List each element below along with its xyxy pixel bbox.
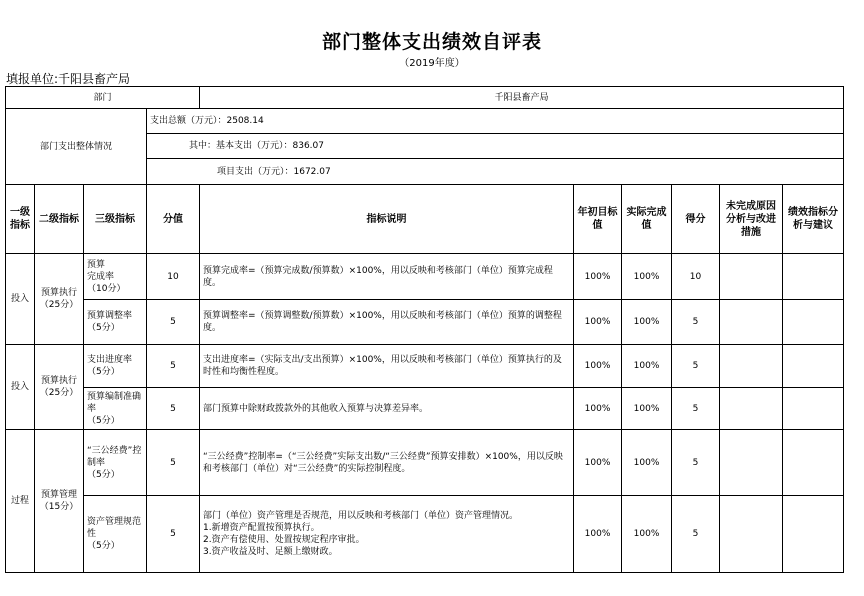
- description-cell: 预算完成率=（预算完成数/预算数）×100%，用以反映和考核部门（单位）预算完成程度。: [200, 254, 574, 300]
- description-cell: “三公经费”控制率=（“三公经费”实际支出数/“三公经费”预算安排数）×100%，用以反映和考核部门（单位）对“三公经费”的实际控制程度。: [200, 430, 574, 496]
- target-cell: 100%: [574, 345, 622, 388]
- table-row: [6, 300, 844, 345]
- total-expenditure: 支出总额（万元）：2508.14: [147, 109, 844, 134]
- description-cell: 部门（单位）资产管理是否规范，用以反映和考核部门（单位）资产管理情况。 1.新增资产配置按预算执行。 2.资产有偿使用、处置按规定程序审批。 3.资产收益及时、足额上缴财政。: [200, 496, 574, 573]
- performance-table: [5, 86, 844, 573]
- score-value-cell: 5: [147, 345, 200, 388]
- analysis-cell: [783, 254, 844, 300]
- actual-cell: 100%: [622, 300, 672, 345]
- actual-cell: 100%: [622, 496, 672, 573]
- score-value-cell: 5: [147, 496, 200, 573]
- level1-cell: 投入: [6, 345, 35, 430]
- table-row: [6, 430, 844, 496]
- target-cell: 100%: [574, 300, 622, 345]
- header-analysis: 绩效指标分析与建议: [783, 185, 844, 254]
- header-description: 指标说明: [200, 185, 574, 254]
- score-cell: 5: [672, 496, 720, 573]
- table-row: [6, 345, 844, 388]
- analysis-cell: [783, 345, 844, 388]
- analysis-cell: [783, 300, 844, 345]
- overall-label: 部门支出整体情况: [6, 109, 147, 185]
- level1-cell: 投入: [6, 254, 35, 345]
- reason-cell: [720, 430, 783, 496]
- score-value-cell: 10: [147, 254, 200, 300]
- level2-cell: 预算执行（25分）: [35, 254, 84, 345]
- header-score-value: 分值: [147, 185, 200, 254]
- page-title: 部门整体支出绩效自评表: [321, 31, 542, 53]
- score-cell: 5: [672, 388, 720, 430]
- header-target: 年初目标值: [574, 185, 622, 254]
- description-cell: 支出进度率=（实际支出/支出预算）×100%，用以反映和考核部门（单位）预算执行的及时性和均衡性程度。: [200, 345, 574, 388]
- actual-cell: 100%: [622, 430, 672, 496]
- actual-cell: 100%: [622, 254, 672, 300]
- dept-value: 千阳县畜产局: [200, 87, 844, 109]
- actual-cell: 100%: [622, 388, 672, 430]
- table-row: [6, 254, 844, 300]
- table-row: [6, 496, 844, 573]
- score-cell: 5: [672, 345, 720, 388]
- score-cell: 5: [672, 430, 720, 496]
- analysis-cell: [783, 430, 844, 496]
- project-expenditure: 项目支出（万元）：1672.07: [147, 159, 844, 185]
- score-value-cell: 5: [147, 430, 200, 496]
- header-actual: 实际完成值: [622, 185, 672, 254]
- header-level2: 二级指标: [35, 185, 84, 254]
- target-cell: 100%: [574, 430, 622, 496]
- description-cell: 预算调整率=（预算调整数/预算数）×100%，用以反映和考核部门（单位）预算的调整程度。: [200, 300, 574, 345]
- level2-cell: 预算执行（25分）: [35, 345, 84, 430]
- analysis-cell: [783, 496, 844, 573]
- dept-row: [6, 87, 844, 109]
- reason-cell: [720, 254, 783, 300]
- reason-cell: [720, 496, 783, 573]
- target-cell: 100%: [574, 388, 622, 430]
- table-row: [6, 388, 844, 430]
- level3-cell: 预算 完成率 （10分）: [84, 254, 147, 300]
- level3-cell: 支出进度率 （5分）: [84, 345, 147, 388]
- analysis-cell: [783, 388, 844, 430]
- level1-cell: 过程: [6, 430, 35, 573]
- reason-cell: [720, 300, 783, 345]
- score-value-cell: 5: [147, 388, 200, 430]
- reason-cell: [720, 388, 783, 430]
- header-level1: 一级指标: [6, 185, 35, 254]
- target-cell: 100%: [574, 496, 622, 573]
- report-year: （2019年度）: [399, 58, 465, 69]
- overall-row: [6, 109, 844, 134]
- level2-cell: 预算管理（15分）: [35, 430, 84, 573]
- score-cell: 5: [672, 300, 720, 345]
- actual-cell: 100%: [622, 345, 672, 388]
- reason-cell: [720, 345, 783, 388]
- level3-cell: “三公经费”控制率 （5分）: [84, 430, 147, 496]
- score-cell: 10: [672, 254, 720, 300]
- header-reason: 未完成原因分析与改进措施: [720, 185, 783, 254]
- basic-expenditure: 其中：基本支出（万元）：836.07: [147, 134, 844, 159]
- level3-cell: 预算编制准确率 （5分）: [84, 388, 147, 430]
- target-cell: 100%: [574, 254, 622, 300]
- dept-label: 部门: [6, 87, 200, 109]
- level3-cell: 预算调整率 （5分）: [84, 300, 147, 345]
- level3-cell: 资产管理规范性 （5分）: [84, 496, 147, 573]
- description-cell: 部门预算中除财政拨款外的其他收入预算与决算差异率。: [200, 388, 574, 430]
- score-value-cell: 5: [147, 300, 200, 345]
- header-level3: 三级指标: [84, 185, 147, 254]
- header-row: [6, 185, 844, 254]
- header-score: 得分: [672, 185, 720, 254]
- reporting-unit: 填报单位:千阳县畜产局: [6, 72, 131, 86]
